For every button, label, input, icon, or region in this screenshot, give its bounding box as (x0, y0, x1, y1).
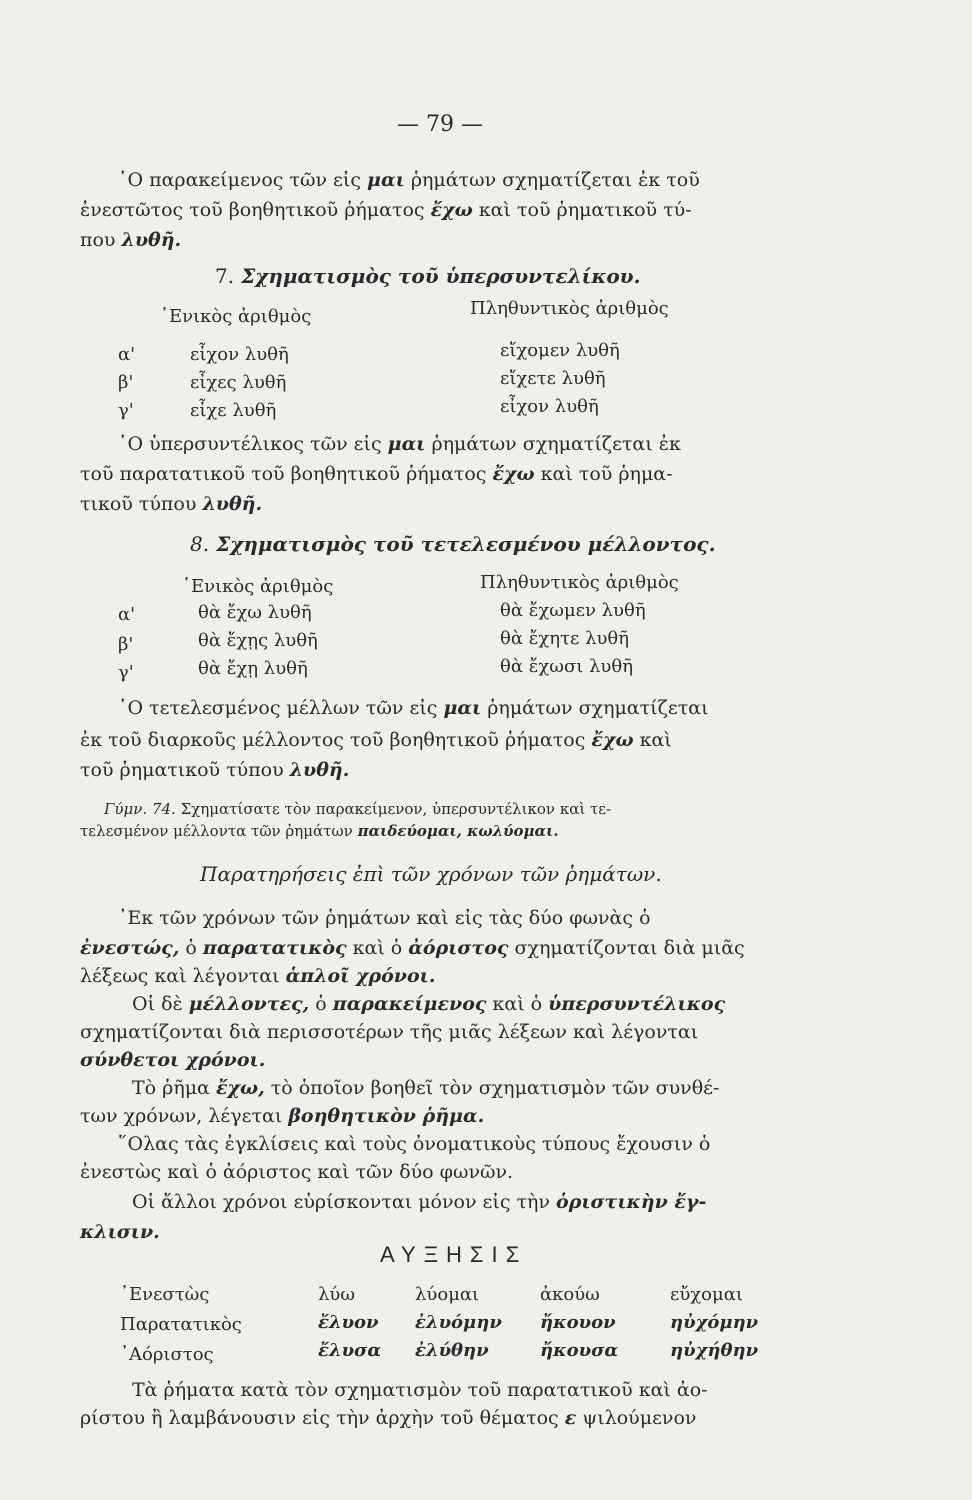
emphasis: μαι (443, 697, 482, 719)
verb-form: ἔλυσα (318, 1340, 382, 1361)
text: ψιλούμενον (582, 1407, 697, 1429)
paragraph-1-line-1 (118, 168, 700, 193)
emphasis: ἐνεστώς, (80, 937, 180, 959)
singular-form: θὰ ἔχῃς λυθῆ (198, 630, 318, 651)
emphasis: ἀόριστος (408, 937, 509, 959)
emphasis: ε (564, 1407, 577, 1429)
plural-header: Πληθυντικὸς ἀριθμὸς (470, 298, 669, 319)
plural-form: θὰ ἔχωσι λυθῆ (500, 656, 633, 677)
paragraph-2-line-2 (80, 462, 673, 487)
emphasis: μαι (387, 433, 426, 455)
emphasis: λυθῆ. (202, 493, 263, 515)
page-number: — 79 — (397, 112, 483, 137)
text: ῾Ο παρακείμενος τῶν εἰς (118, 169, 361, 191)
text: Οἱ ἄλλοι χρόνοι εὑρίσκονται μόνον εἰς τὴν (132, 1191, 550, 1213)
singular-header: ῾Ενικὸς ἀριθμὸς (182, 576, 334, 597)
observations-line-12 (80, 1220, 160, 1245)
row-number: α' (118, 344, 136, 365)
text: των χρόνων, λέγεται (80, 1105, 283, 1127)
text: καὶ τοῦ ῥηματικοῦ τύ- (478, 199, 692, 221)
emphasis: ὁριστικὴν ἔγ- (556, 1191, 707, 1213)
singular-form: εἶχον λυθῆ (190, 344, 289, 365)
emphasis: λυθῆ. (289, 759, 350, 781)
observations-line-10: ἐνεστὼς καὶ ὁ ἀόριστος καὶ τῶν δύο φωνῶν. (80, 1161, 514, 1183)
emphasis: μέλλοντες, (188, 993, 310, 1015)
plural-form: εἶχον λυθῆ (500, 396, 599, 417)
paragraph-1-line-2 (80, 198, 692, 223)
last-line-1: Τὰ ῥήματα κατὰ τὸν σχηματισμὸν τοῦ παρατατικοῦ καὶ ἀο- (132, 1379, 708, 1401)
text: καὶ ὁ (352, 937, 403, 959)
text: τικοῦ τύπου (80, 493, 197, 515)
emphasis: ἔχω (430, 199, 473, 221)
text: καὶ τοῦ ῥημα- (540, 463, 673, 485)
singular-header: ῾Ενικὸς ἀριθμὸς (160, 306, 312, 327)
singular-form: εἶχες λυθῆ (190, 372, 287, 393)
tense-label: ᾿Ενεστὼς (120, 1284, 210, 1305)
emphasis: ὑπερσυντέλικος (548, 993, 726, 1015)
observations-heading: Παρατηρήσεις ἐπὶ τῶν χρόνων τῶν ῥημάτων. (200, 862, 662, 886)
plural-form: εἴχομεν λυθῆ (500, 340, 620, 361)
text: ῾Ο ὑπερσυντέλικος τῶν εἰς (118, 433, 382, 455)
text: Οἱ δὲ (132, 993, 183, 1015)
plural-form: θὰ ἔχωμεν λυθῆ (500, 600, 646, 621)
verb-form: ἤκουον (540, 1312, 616, 1333)
text: Σχηματίσατε τὸν παρακείμενον, ὑπερσυντέλικον καὶ τε- (180, 800, 612, 818)
plural-header: Πληθυντικὸς ἀριθμὸς (480, 572, 679, 593)
text: σχηματίζονται διὰ μιᾶς (514, 937, 745, 959)
text: ἐνεστῶτος τοῦ βοηθητικοῦ ῥήματος (80, 199, 425, 221)
tense-label: Παρατατικὸς (120, 1314, 242, 1335)
section-number: 7. (215, 264, 235, 288)
section-8-heading (190, 532, 716, 556)
emphasis: κλισιν. (80, 1221, 160, 1243)
text: ῥημάτων σχηματίζεται ἐκ τοῦ (410, 169, 700, 191)
text: τελεσμένον μέλλοντα τῶν ῥημάτων (80, 822, 353, 840)
row-number: α' (118, 604, 136, 625)
last-line-2 (80, 1406, 696, 1431)
text: καὶ (639, 729, 672, 751)
singular-form: θὰ ἔχῃ λυθῆ (198, 658, 308, 679)
section-7-heading (215, 264, 641, 288)
verb-form: λύομαι (415, 1284, 480, 1305)
paragraph-3-line-1 (118, 696, 709, 721)
text: ὁ (185, 937, 197, 959)
text: καὶ ὁ (492, 993, 543, 1015)
emphasis: ἔχω (591, 729, 634, 751)
text: λέξεως καὶ λέγονται (80, 965, 280, 987)
emphasis: ἔχω (492, 463, 535, 485)
paragraph-2-line-1 (118, 432, 681, 457)
section-number: 8. (190, 532, 210, 556)
verb-form: ηὐχόμην (670, 1312, 759, 1333)
singular-form: θὰ ἔχω λυθῆ (198, 602, 312, 623)
text: ἐκ τοῦ διαρκοῦς μέλλοντος τοῦ βοηθητικοῦ ῥήματος (80, 729, 586, 751)
emphasis: ἁπλοῖ χρόνοι. (285, 965, 436, 987)
plural-form: θὰ ἔχητε λυθῆ (500, 628, 630, 649)
emphasis: παρακείμενος (332, 993, 487, 1015)
observations-line-2 (80, 936, 745, 961)
row-number: γ' (118, 400, 134, 421)
observations-line-4 (132, 992, 725, 1017)
section-title: Σχηματισμὸς τοῦ ὑπερσυντελίκου. (241, 264, 641, 288)
tense-label: ᾿Αόριστος (120, 1344, 214, 1365)
emphasis: παιδεύομαι, κωλύομαι. (357, 822, 559, 840)
row-number: γ' (118, 662, 134, 683)
row-number: β' (118, 372, 134, 393)
text: Τὸ ῥῆμα (132, 1077, 210, 1099)
observations-line-11 (132, 1190, 706, 1215)
text: ρίστου ἢ λαμβάνουσιν εἰς τὴν ἀρχὴν τοῦ θέματος (80, 1407, 559, 1429)
observations-line-1: ᾿Εκ τῶν χρόνων τῶν ῥημάτων καὶ εἰς τὰς δύο φωνὰς ὁ (118, 907, 651, 929)
paragraph-1-line-3 (80, 228, 181, 253)
observations-line-8 (80, 1104, 484, 1129)
exercise-line-1 (104, 800, 611, 818)
text: ῥημάτων σχηματίζεται (487, 697, 709, 719)
augment-heading: ΑΥΞΗΣΙΣ (380, 1242, 528, 1267)
verb-form: λύω (318, 1284, 356, 1305)
emphasis: σύνθετοι χρόνοι. (80, 1049, 266, 1071)
plural-form: εἴχετε λυθῆ (500, 368, 606, 389)
verb-form: ἐλυόμην (415, 1312, 502, 1333)
text: που (80, 229, 116, 251)
emphasis: μαι (367, 169, 405, 191)
verb-form: ἤκουσα (540, 1340, 619, 1361)
text: ὁ (315, 993, 327, 1015)
verb-form: ἀκούω (540, 1284, 600, 1305)
emphasis: παρατατικὸς (202, 937, 347, 959)
verb-form: ἐλύθην (415, 1340, 489, 1361)
observations-line-6 (80, 1048, 265, 1073)
emphasis: λυθῆ. (121, 229, 182, 251)
singular-form: εἶχε λυθῆ (190, 400, 277, 421)
observations-line-9: ῞Ολας τὰς ἐγκλίσεις καὶ τοὺς ὀνοματικοὺς τύπους ἔχουσιν ὁ (118, 1133, 711, 1155)
observations-line-7 (132, 1076, 719, 1101)
text: τοῦ ῥηματικοῦ τύπου (80, 759, 284, 781)
text: ῥημάτων σχηματίζεται ἐκ (431, 433, 681, 455)
text: τὸ ὁποῖον βοηθεῖ τὸν σχηματισμὸν τῶν συνθέ- (270, 1077, 720, 1099)
text: τοῦ παρατατικοῦ τοῦ βοηθητικοῦ ῥήματος (80, 463, 487, 485)
exercise-line-2 (80, 822, 559, 840)
paragraph-3-line-3 (80, 758, 349, 783)
verb-form: ηὐχήθην (670, 1340, 759, 1361)
text: ῾Ο τετελεσμένος μέλλων τῶν εἰς (118, 697, 438, 719)
exercise-label: Γύμν. 74. (104, 800, 176, 818)
paragraph-2-line-3 (80, 492, 262, 517)
observations-line-5: σχηματίζονται διὰ περισσοτέρων τῆς μιᾶς λέξεων καὶ λέγονται (80, 1021, 699, 1043)
emphasis: βοηθητικὸν ῥῆμα. (288, 1105, 485, 1127)
verb-form: ἔλυον (318, 1312, 379, 1333)
row-number: β' (118, 634, 134, 655)
section-title: Σχηματισμὸς τοῦ τετελεσμένου μέλλοντος. (216, 532, 716, 556)
observations-line-3 (80, 964, 435, 989)
paragraph-3-line-2 (80, 728, 672, 753)
verb-form: εὔχομαι (670, 1284, 743, 1305)
emphasis: ἔχω, (215, 1077, 265, 1099)
